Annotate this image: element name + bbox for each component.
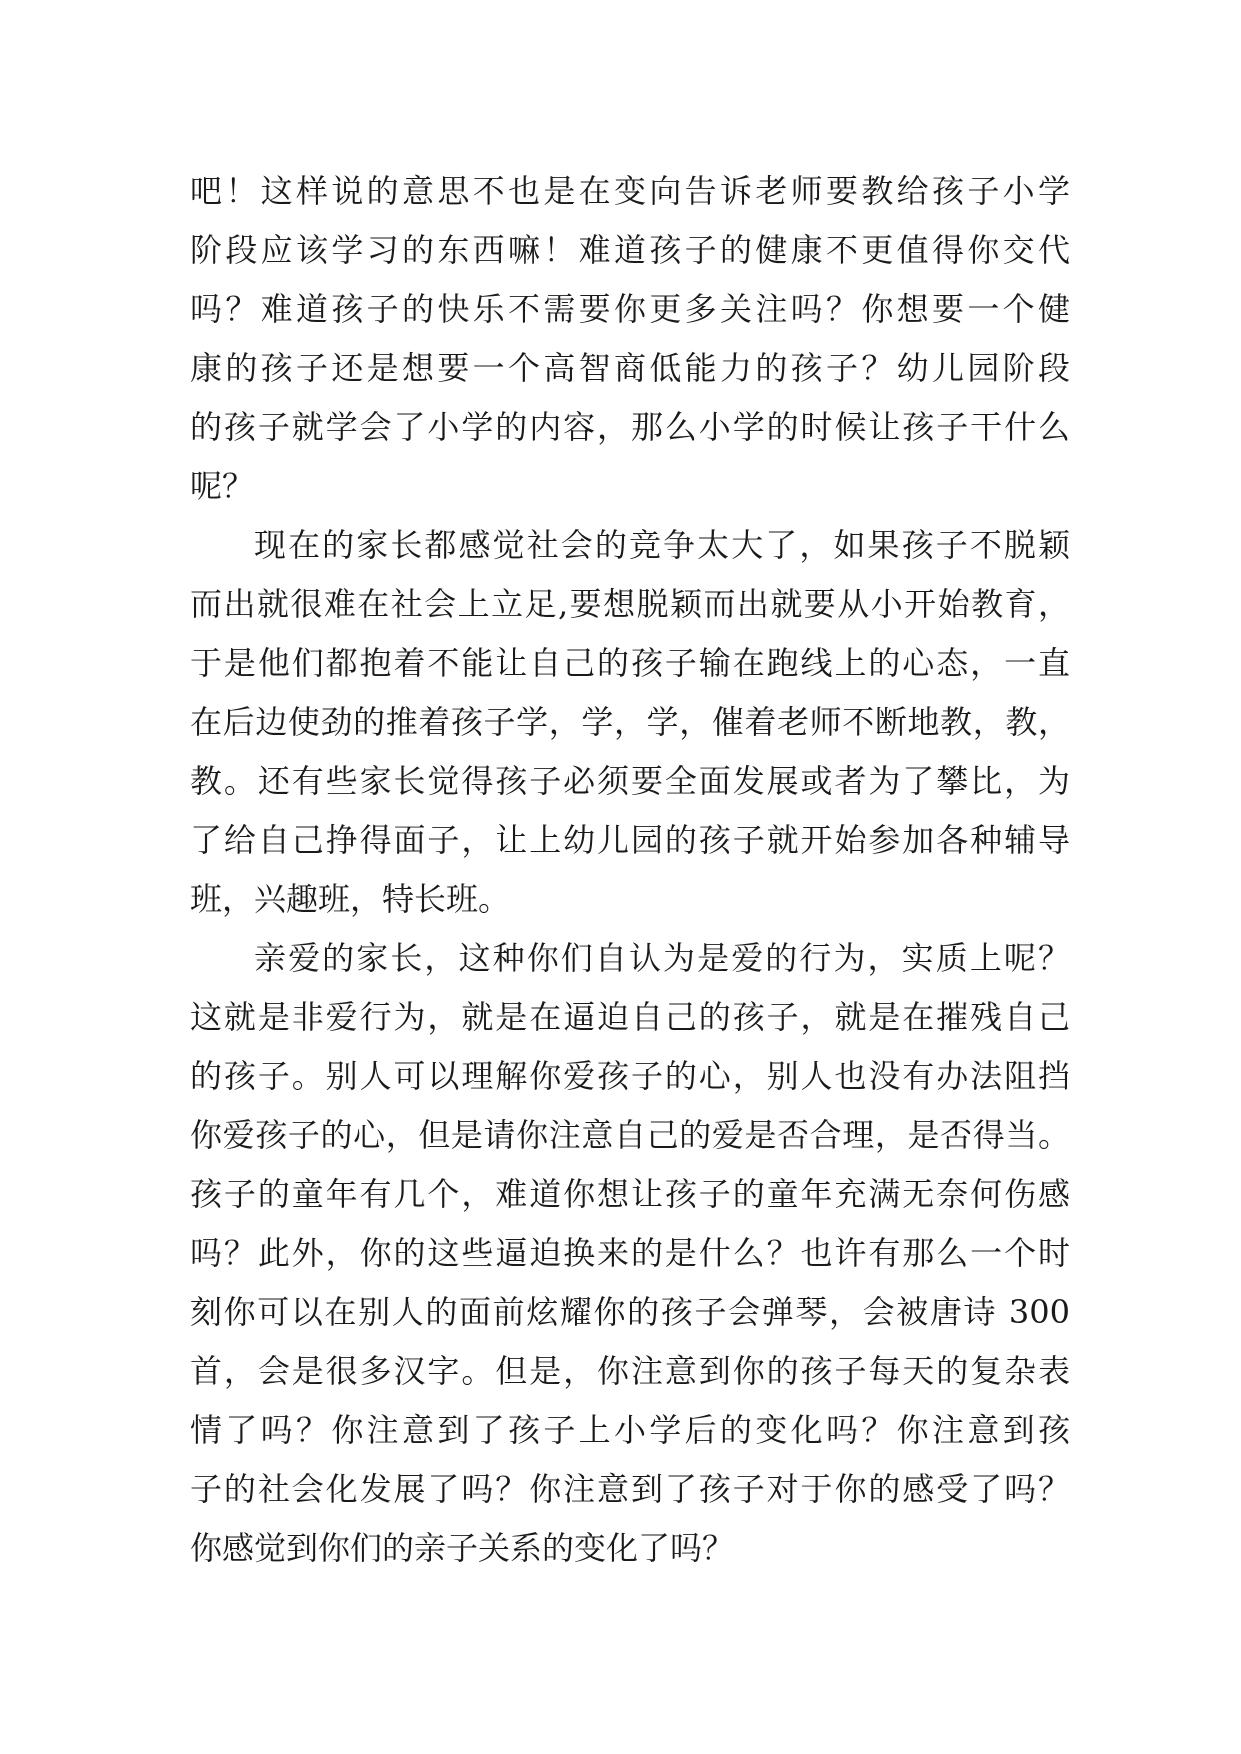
text-line: 阶段应该学习的东西嘛！难道孩子的健康不更值得你交代 (190, 231, 1070, 269)
text-line: 你爱孩子的心，但是请你注意自己的爱是否合理，是否得当。 (190, 1116, 1070, 1154)
paragraph (190, 516, 1070, 929)
text-line: 孩子的童年有几个，难道你想让孩子的童年充满无奈何伤感 (190, 1175, 1070, 1213)
text-line: 班，兴趣班，特长班。 (190, 880, 511, 918)
text-line: 刻你可以在别人的面前炫耀你的孩子会弹琴，会被唐诗 300 (190, 1293, 1070, 1331)
text-line: 情了吗？你注意到了孩子上小学后的变化吗？你注意到孩 (190, 1411, 1070, 1449)
text-line: 首，会是很多汉字。但是，你注意到你的孩子每天的复杂表 (190, 1352, 1070, 1390)
text-line: 教。还有些家长觉得孩子必须要全面发展或者为了攀比，为 (190, 762, 1070, 800)
text-line: 你感觉到你们的亲子关系的变化了吗？ (190, 1529, 735, 1567)
text-line: 在后边使劲的推着孩子学，学，学，催着老师不断地教，教， (190, 703, 1070, 741)
body-text (190, 162, 1070, 1578)
text-line: 亲爱的家长，这种你们自认为是爱的行为，实质上呢？ (254, 939, 1070, 977)
text-line: 的孩子。别人可以理解你爱孩子的心，别人也没有办法阻挡 (190, 1057, 1070, 1095)
text-line: 了给自己挣得面子，让上幼儿园的孩子就开始参加各种辅导 (190, 821, 1070, 859)
text-line: 吗？此外，你的这些逼迫换来的是什么？也许有那么一个时 (190, 1234, 1070, 1272)
text-line: 吗？难道孩子的快乐不需要你更多关注吗？你想要一个健 (190, 290, 1070, 328)
text-line: 这就是非爱行为，就是在逼迫自己的孩子，就是在摧残自己 (190, 998, 1070, 1036)
text-line: 康的孩子还是想要一个高智商低能力的孩子？幼儿园阶段 (190, 349, 1070, 387)
text-line: 而出就很难在社会上立足,要想脱颖而出就要从小开始教育， (190, 585, 1070, 623)
text-line: 于是他们都抱着不能让自己的孩子输在跑线上的心态，一直 (190, 644, 1070, 682)
text-line: 现在的家长都感觉社会的竞争太大了，如果孩子不脱颖 (254, 526, 1070, 564)
text-line: 子的社会化发展了吗？你注意到了孩子对于你的感受了吗？ (190, 1470, 1070, 1508)
text-line: 呢？ (190, 467, 255, 505)
paragraph (190, 929, 1070, 1578)
text-line: 吧！这样说的意思不也是在变向告诉老师要教给孩子小学 (190, 172, 1070, 210)
paragraph (190, 162, 1070, 516)
text-line: 的孩子就学会了小学的内容，那么小学的时候让孩子干什么 (190, 408, 1070, 446)
